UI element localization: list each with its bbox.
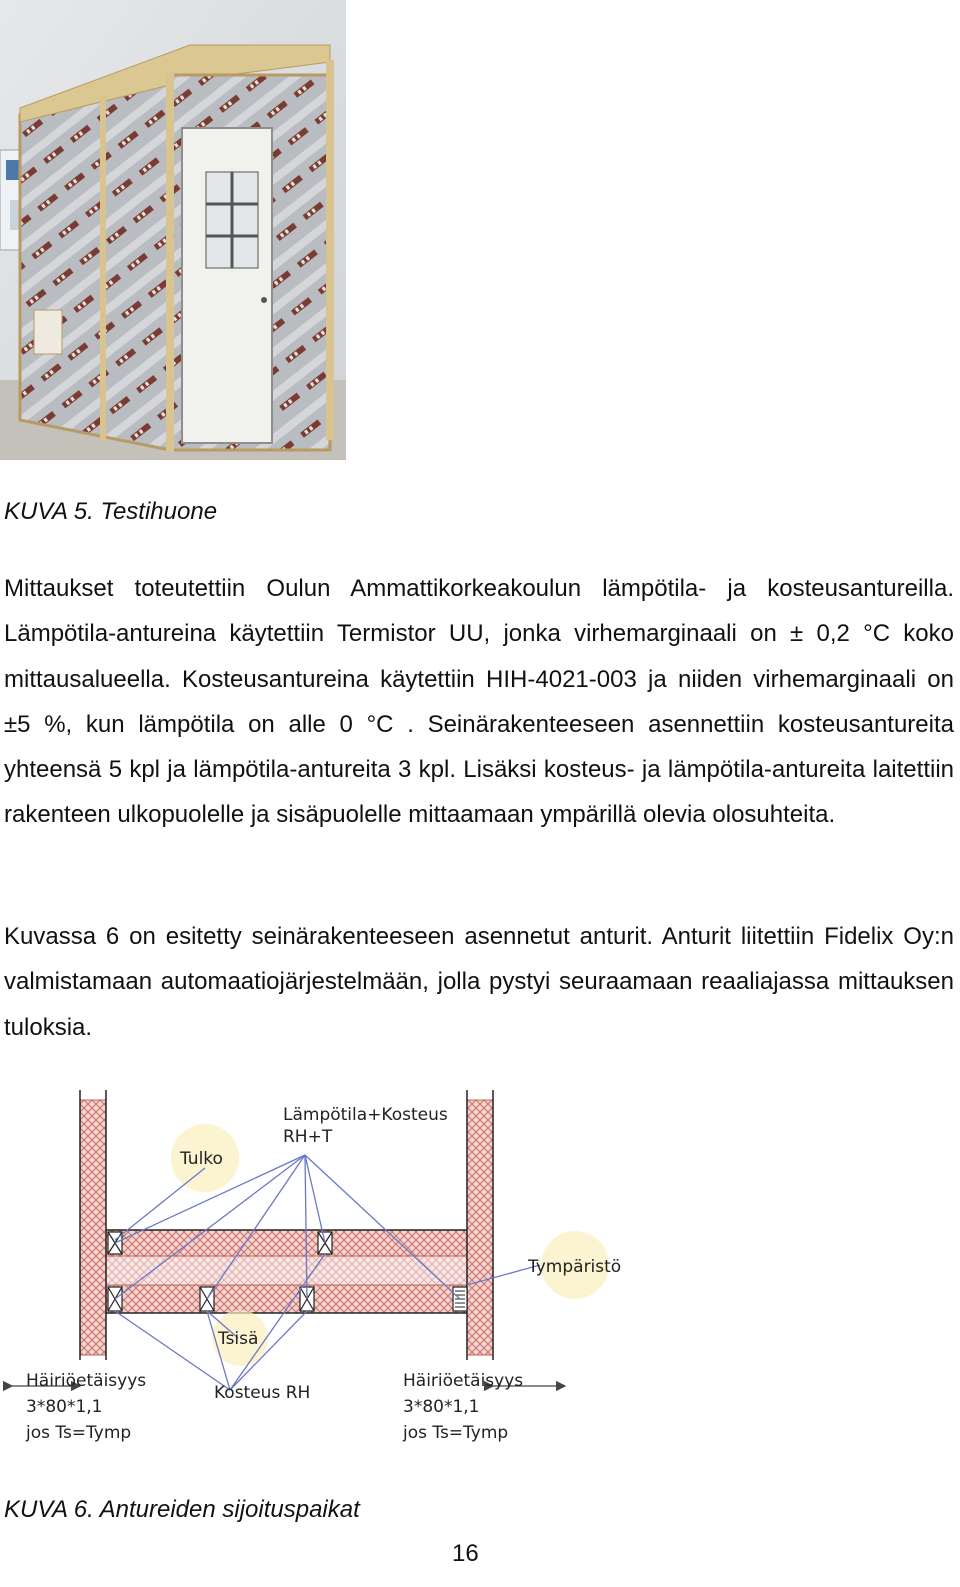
left-distance-line1: Häiriöetäisyys (26, 1371, 147, 1391)
paragraph-1: Mittaukset toteutettiin Oulun Ammattikorkeakoulun lämpötila- ja kosteusantureilla. Lämpötila-antureina käytettiin Termistor UU, jonka virhemarginaali on ± 0,2 °C koko mittausalueella. Kosteusantureina käytettiin HIH-4021-003 ja niiden virhemarginaali on ±5 %, kun lämpötila on alle 0 °C . Seinärakenteeseen asennettiin kosteusantureita yhteensä 5 kpl ja lämpötila-antureita 3 kpl. Lisäksi kosteus- ja lämpötila-antureita laitettiin rakenteen ulkopuolelle ja sisäpuolelle mittaamaan ympärillä olevia olosuhteita. (4, 575, 954, 829)
sensor-placement-diagram (0, 1080, 660, 1460)
label-ymparisto: Tympäristö (528, 1257, 622, 1277)
paragraph-2: Kuvassa 6 on esitetty seinärakenteeseen asennetut anturit. Anturit liitettiin Fidelix Oy:n valmistamaan automaatiojärjestelmään, jolla pystyi seuraamaan reaaliajassa mittauksen tuloksia. (4, 923, 954, 1041)
right-distance-line2: 3*80*1,1 (403, 1397, 480, 1417)
test-room-illustration (0, 0, 346, 460)
figure5-caption: KUVA 5. Testihuone (4, 498, 218, 525)
test-room-photo (0, 0, 346, 460)
figure6-caption: KUVA 6. Antureiden sijoituspaikat (4, 1496, 360, 1523)
left-distance-line2: 3*80*1,1 (26, 1397, 103, 1417)
wall-structure-drawing (0, 1080, 660, 1460)
label-kosteus-rh: Kosteus RH (214, 1383, 311, 1403)
right-distance-line3: jos Ts=Tymp (403, 1423, 509, 1443)
label-tsisa: Tsisä (218, 1329, 259, 1349)
page-number: 16 (452, 1540, 479, 1567)
label-tulko: Tulko (180, 1149, 223, 1169)
label-rh-t: RH+T (283, 1127, 333, 1147)
right-distance-line1: Häiriöetäisyys (403, 1371, 524, 1391)
label-temp-humidity: Lämpötila+Kosteus (283, 1105, 448, 1125)
left-distance-line3: jos Ts=Tymp (26, 1423, 132, 1443)
